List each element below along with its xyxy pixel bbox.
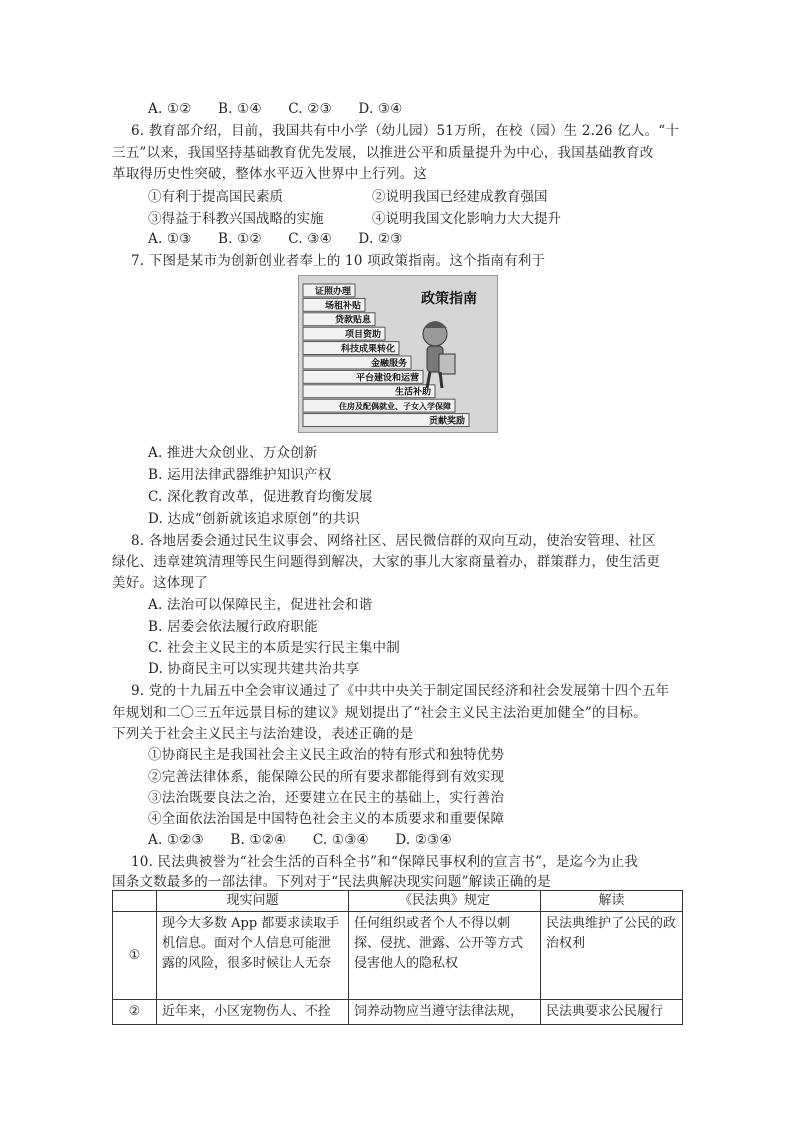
table-cell: 民法典维护了公民的政治权利 — [541, 912, 683, 1000]
q5-option-c[interactable]: C. ②③ — [288, 101, 332, 117]
q7-option[interactable]: C. 深化教育改革，促进教育均衡发展 — [148, 489, 373, 505]
q6-option-c[interactable]: C. ③④ — [288, 231, 332, 247]
q6-item: ①有利于提高国民素质 — [148, 189, 283, 205]
q5-option-d[interactable]: D. ③④ — [358, 101, 403, 117]
policy-guide-image — [299, 276, 497, 432]
q8-stem-line: 绿化、违章建筑清理等民生问题得到解决，大家的事儿大家商量着办，群策群力，使生活更 — [112, 554, 660, 570]
policy-step-label: 项目资助 — [344, 330, 381, 341]
table-cell: 现今大多数 App 都要求读取手机信息。面对个人信息可能泄露的风险，很多时候让人无奈 — [157, 912, 349, 1000]
table-cell: ② — [113, 1000, 157, 1025]
table-header: 《民法典》规定 — [349, 891, 541, 912]
policy-step-label: 场租补贴 — [324, 301, 361, 312]
q6-item: ②说明我国已经建成教育强国 — [372, 189, 548, 205]
q7-stem: 7. 下图是某市为创新创业者奉上的 10 项政策指南。这个指南有利于 — [131, 253, 546, 269]
q6-stem-line: 6. 教育部介绍，目前，我国共有中小学（幼儿园）51万所，在校（园）生 2.26 亿人。“十 — [131, 123, 680, 139]
table-cell: 民法典要求公民履行 — [541, 1000, 683, 1025]
table-header: 现实问题 — [157, 891, 349, 912]
q8-option[interactable]: D. 协商民主可以实现共建共治共享 — [148, 661, 360, 677]
q6-stem-line: 革取得历史性突破，整体水平迈入世界中上行列。这 — [112, 166, 428, 182]
q9-item: ②完善法律体系，能保障公民的所有要求都能得到有效实现 — [148, 769, 505, 785]
policy-step-label: 平台建设和运营 — [355, 373, 419, 384]
table-cell: 任何组织或者个人不得以刺探、侵扰、泄露、公开等方式侵害他人的隐私权 — [349, 912, 541, 1000]
q7-option[interactable]: A. 推进大众创业、万众创新 — [148, 445, 318, 461]
q9-option-b[interactable]: B. ①②④ — [230, 832, 287, 848]
table-cell: 近年来，小区宠物伤人、不拴 — [157, 1000, 349, 1025]
q10-stem-line: 10. 民法典被誉为“社会生活的百科全书”和“保障民事权利的宣言书”，是迄今为止我 — [131, 854, 639, 870]
q8-stem-line: 8. 各地居委会通过民生议事会、网络社区、居民微信群的双向互动，使治安管理、社区 — [131, 533, 656, 549]
q10-stem-line: 国条文数最多的一部法律。下列对于“民法典解决现实问题”解读正确的是 — [112, 874, 551, 890]
q9-option-c[interactable]: C. ①③④ — [312, 832, 369, 848]
q6-items — [148, 185, 668, 229]
q9-options — [148, 830, 474, 850]
figure-title: 政策指南 — [421, 291, 477, 307]
q6-item: ③得益于科教兴国战略的实施 — [148, 211, 324, 227]
q7-option[interactable]: B. 运用法律武器维护知识产权 — [148, 467, 332, 483]
q7-option[interactable]: D. 达成“创新就该追求原创”的共识 — [148, 511, 360, 527]
q6-option-b[interactable]: B. ①② — [218, 231, 262, 247]
q6-item: ④说明我国文化影响力大大提升 — [372, 211, 561, 227]
table-row — [113, 1000, 683, 1025]
table-row — [113, 912, 683, 1000]
table-header-row — [113, 891, 683, 912]
q5-options — [148, 99, 425, 119]
policy-step-label: 金融服务 — [370, 358, 407, 369]
q6-stem-line: 三五”以来，我国坚持基础教育优先发展，以推进公平和质量提升为中心，我国基础教育改 — [112, 145, 654, 161]
q8-stem-line: 美好。这体现了 — [112, 575, 208, 591]
q8-option[interactable]: B. 居委会依法履行政府职能 — [148, 619, 318, 635]
table-header: 解读 — [541, 891, 683, 912]
policy-step-label: 贷款贴息 — [334, 315, 371, 326]
q8-option[interactable]: A. 法治可以保障民主，促进社会和谐 — [148, 597, 373, 613]
q6-options — [148, 229, 425, 249]
policy-step-label: 住房及配偶就业、子女入学保障 — [339, 402, 451, 412]
policy-step-label: 生活补助 — [394, 387, 431, 398]
q9-stem-line: 9. 党的十九届五中全会审议通过了《中共中央关于制定国民经济和社会发展第十四个五年 — [131, 683, 670, 699]
q9-option-d[interactable]: D. ②③④ — [395, 832, 452, 848]
policy-step-label: 贡献奖励 — [428, 416, 465, 427]
table-cell: 饲养动物应当遵守法律法规， — [349, 1000, 541, 1025]
q9-option-a[interactable]: A. ①②③ — [148, 832, 204, 848]
table-cell: ① — [113, 912, 157, 1000]
policy-step-label: 科技成果转化 — [340, 344, 395, 355]
q6-option-a[interactable]: A. ①③ — [148, 231, 192, 247]
q9-stem-line: 下列关于社会主义民主与法治建设，表述正确的是 — [112, 726, 414, 742]
q6-option-d[interactable]: D. ②③ — [358, 231, 403, 247]
policy-step-label: 证照办理 — [314, 286, 351, 297]
q9-item: ④全面依法治国是中国特色社会主义的本质要求和重要保障 — [148, 811, 505, 827]
q8-option[interactable]: C. 社会主义民主的本质是实行民主集中制 — [148, 640, 400, 656]
q10-table — [112, 890, 683, 1025]
q9-stem-line: 年规划和二〇三五年远景目标的建议》规划提出了“社会主义民主法治更加健全”的目标。 — [112, 705, 647, 721]
q9-item: ③法治既要良法之治，还要建立在民主的基础上，实行善治 — [148, 790, 505, 806]
q5-option-b[interactable]: B. ①④ — [218, 101, 262, 117]
q5-option-a[interactable]: A. ①② — [148, 101, 192, 117]
policy-guide-figure — [298, 275, 498, 433]
table-header — [113, 891, 157, 912]
q9-item: ①协商民主是我国社会主义民主政治的特有形式和独特优势 — [148, 747, 505, 763]
